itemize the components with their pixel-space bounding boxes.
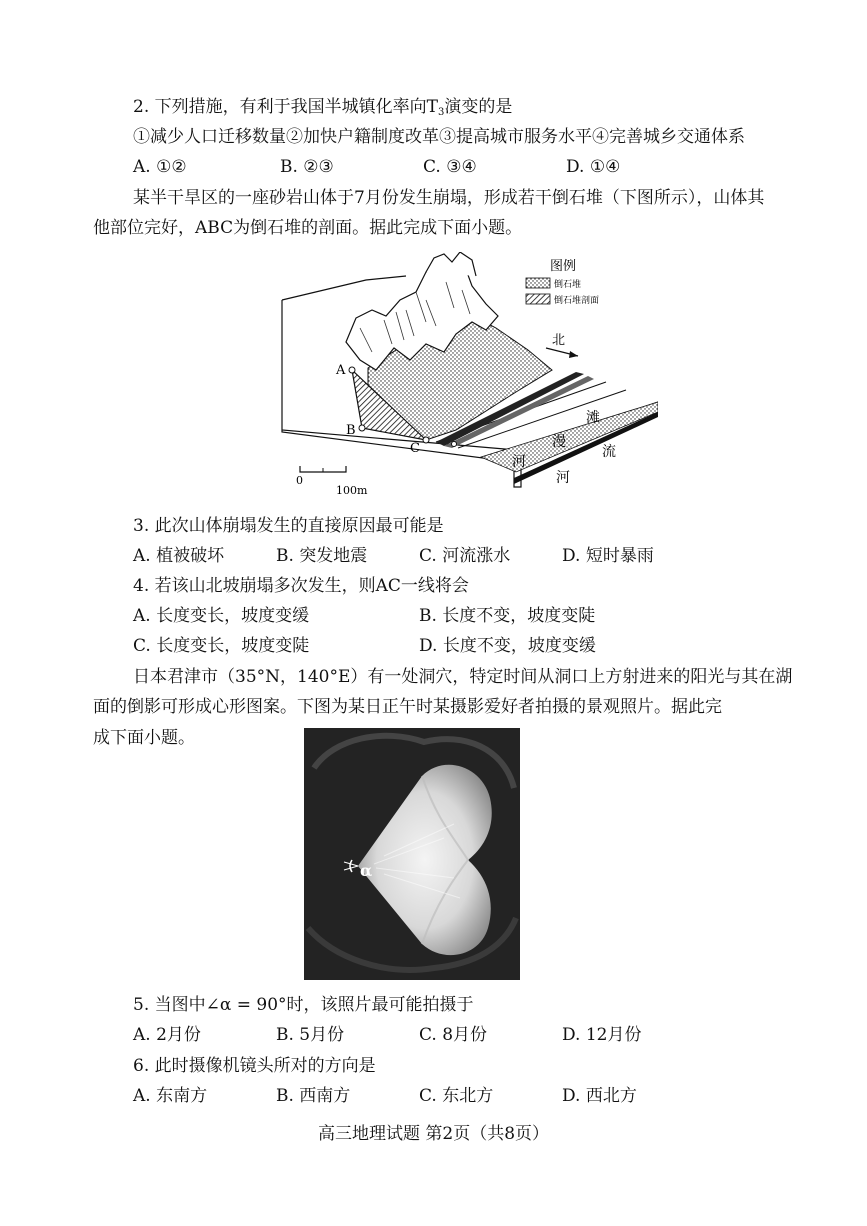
q3-option-b: B. 突发地震 xyxy=(276,546,368,566)
label-he-1: 河 xyxy=(512,454,526,470)
legend-item-pile: 倒石堆 xyxy=(554,280,582,290)
q2-items: ①减少人口迁移数量②加快户籍制度改革③提高城市服务水平④完善城乡交通体系 xyxy=(133,127,745,147)
q5-option-c: C. 8月份 xyxy=(419,1025,488,1045)
north-label: 北 xyxy=(552,333,566,348)
label-liu: 流 xyxy=(602,444,616,460)
q6-option-c: C. 东北方 xyxy=(419,1086,494,1106)
scale-zero: 0 xyxy=(296,474,303,487)
q2-stem: 2. 下列措施，有利于我国半城镇化率向$T_3$演变的是 xyxy=(133,97,513,118)
intro1-line1: 某半干旱区的一座砂岩山体于7月份发生崩塌，形成若干倒石堆（下图所示），山体其 xyxy=(133,188,765,208)
q6-option-b: B. 西南方 xyxy=(276,1086,351,1106)
q6-stem: 6. 此时摄像机镜头所对的方向是 xyxy=(133,1056,376,1076)
collapse-block-diagram xyxy=(276,252,658,498)
legend-item-section: 倒石堆剖面 xyxy=(554,296,600,306)
q2-option-c: C. ③④ xyxy=(423,157,477,177)
intro2-line2: 面的倒影可形成心形图案。下图为某日正午时某摄影爱好者拍摄的景观照片。据此完 xyxy=(93,697,722,717)
q4-option-d: D. 长度不变，坡度变缓 xyxy=(419,636,596,656)
q4-option-c: C. 长度变长，坡度变陡 xyxy=(133,636,310,656)
legend-title: 图例 xyxy=(550,259,577,274)
q2-option-d: D. ①④ xyxy=(566,157,621,177)
page-footer: 高三地理试题 第2页（共8页） xyxy=(317,1124,550,1144)
q3-stem: 3. 此次山体崩塌发生的直接原因最可能是 xyxy=(133,516,444,536)
q5-option-d: D. 12月份 xyxy=(562,1025,642,1045)
q4-stem: 4. 若该山北坡崩塌多次发生，则AC一线将会 xyxy=(133,576,469,596)
q6-option-a: A. 东南方 xyxy=(133,1086,208,1106)
intro2-line3: 成下面小题。 xyxy=(93,728,195,748)
scale-label: 100m xyxy=(336,484,368,497)
legend-swatch-section xyxy=(526,294,550,304)
q5-option-b: B. 5月份 xyxy=(276,1025,345,1045)
intro2-line1: 日本君津市（35°N，140°E）有一处洞穴，特定时间从洞口上方射进来的阳光与其在湖 xyxy=(133,667,793,687)
intro1-line2: 他部位完好，ABC为倒石堆的剖面。据此完成下面小题。 xyxy=(93,218,523,238)
point-c xyxy=(423,437,429,443)
q6-option-d: D. 西北方 xyxy=(562,1086,637,1106)
label-he-2: 河 xyxy=(556,470,570,486)
q3-option-d: D. 短时暴雨 xyxy=(562,546,654,566)
label-b: B xyxy=(346,423,356,438)
q3-option-c: C. 河流涨水 xyxy=(419,546,511,566)
q5-option-a: A. 2月份 xyxy=(133,1025,201,1045)
point-a xyxy=(349,367,355,373)
label-c: C xyxy=(410,441,420,456)
cave-heart-photo xyxy=(304,728,520,980)
angle-label: α xyxy=(360,861,373,880)
legend-swatch-pile xyxy=(526,278,550,288)
q3-option-a: A. 植被破坏 xyxy=(133,546,225,566)
label-tan: 滩 xyxy=(586,410,600,426)
point-b xyxy=(359,425,365,431)
q5-stem: 5. 当图中∠α = 90°时，该照片最可能拍摄于 xyxy=(133,995,474,1015)
label-a: A xyxy=(336,363,346,378)
q2-option-b: B. ②③ xyxy=(280,157,334,177)
q2-option-a: A. ①② xyxy=(133,157,187,177)
q4-option-a: A. 长度变长，坡度变缓 xyxy=(133,606,310,626)
q4-option-b: B. 长度不变，坡度变陡 xyxy=(419,606,596,626)
label-man: 漫 xyxy=(552,434,566,450)
